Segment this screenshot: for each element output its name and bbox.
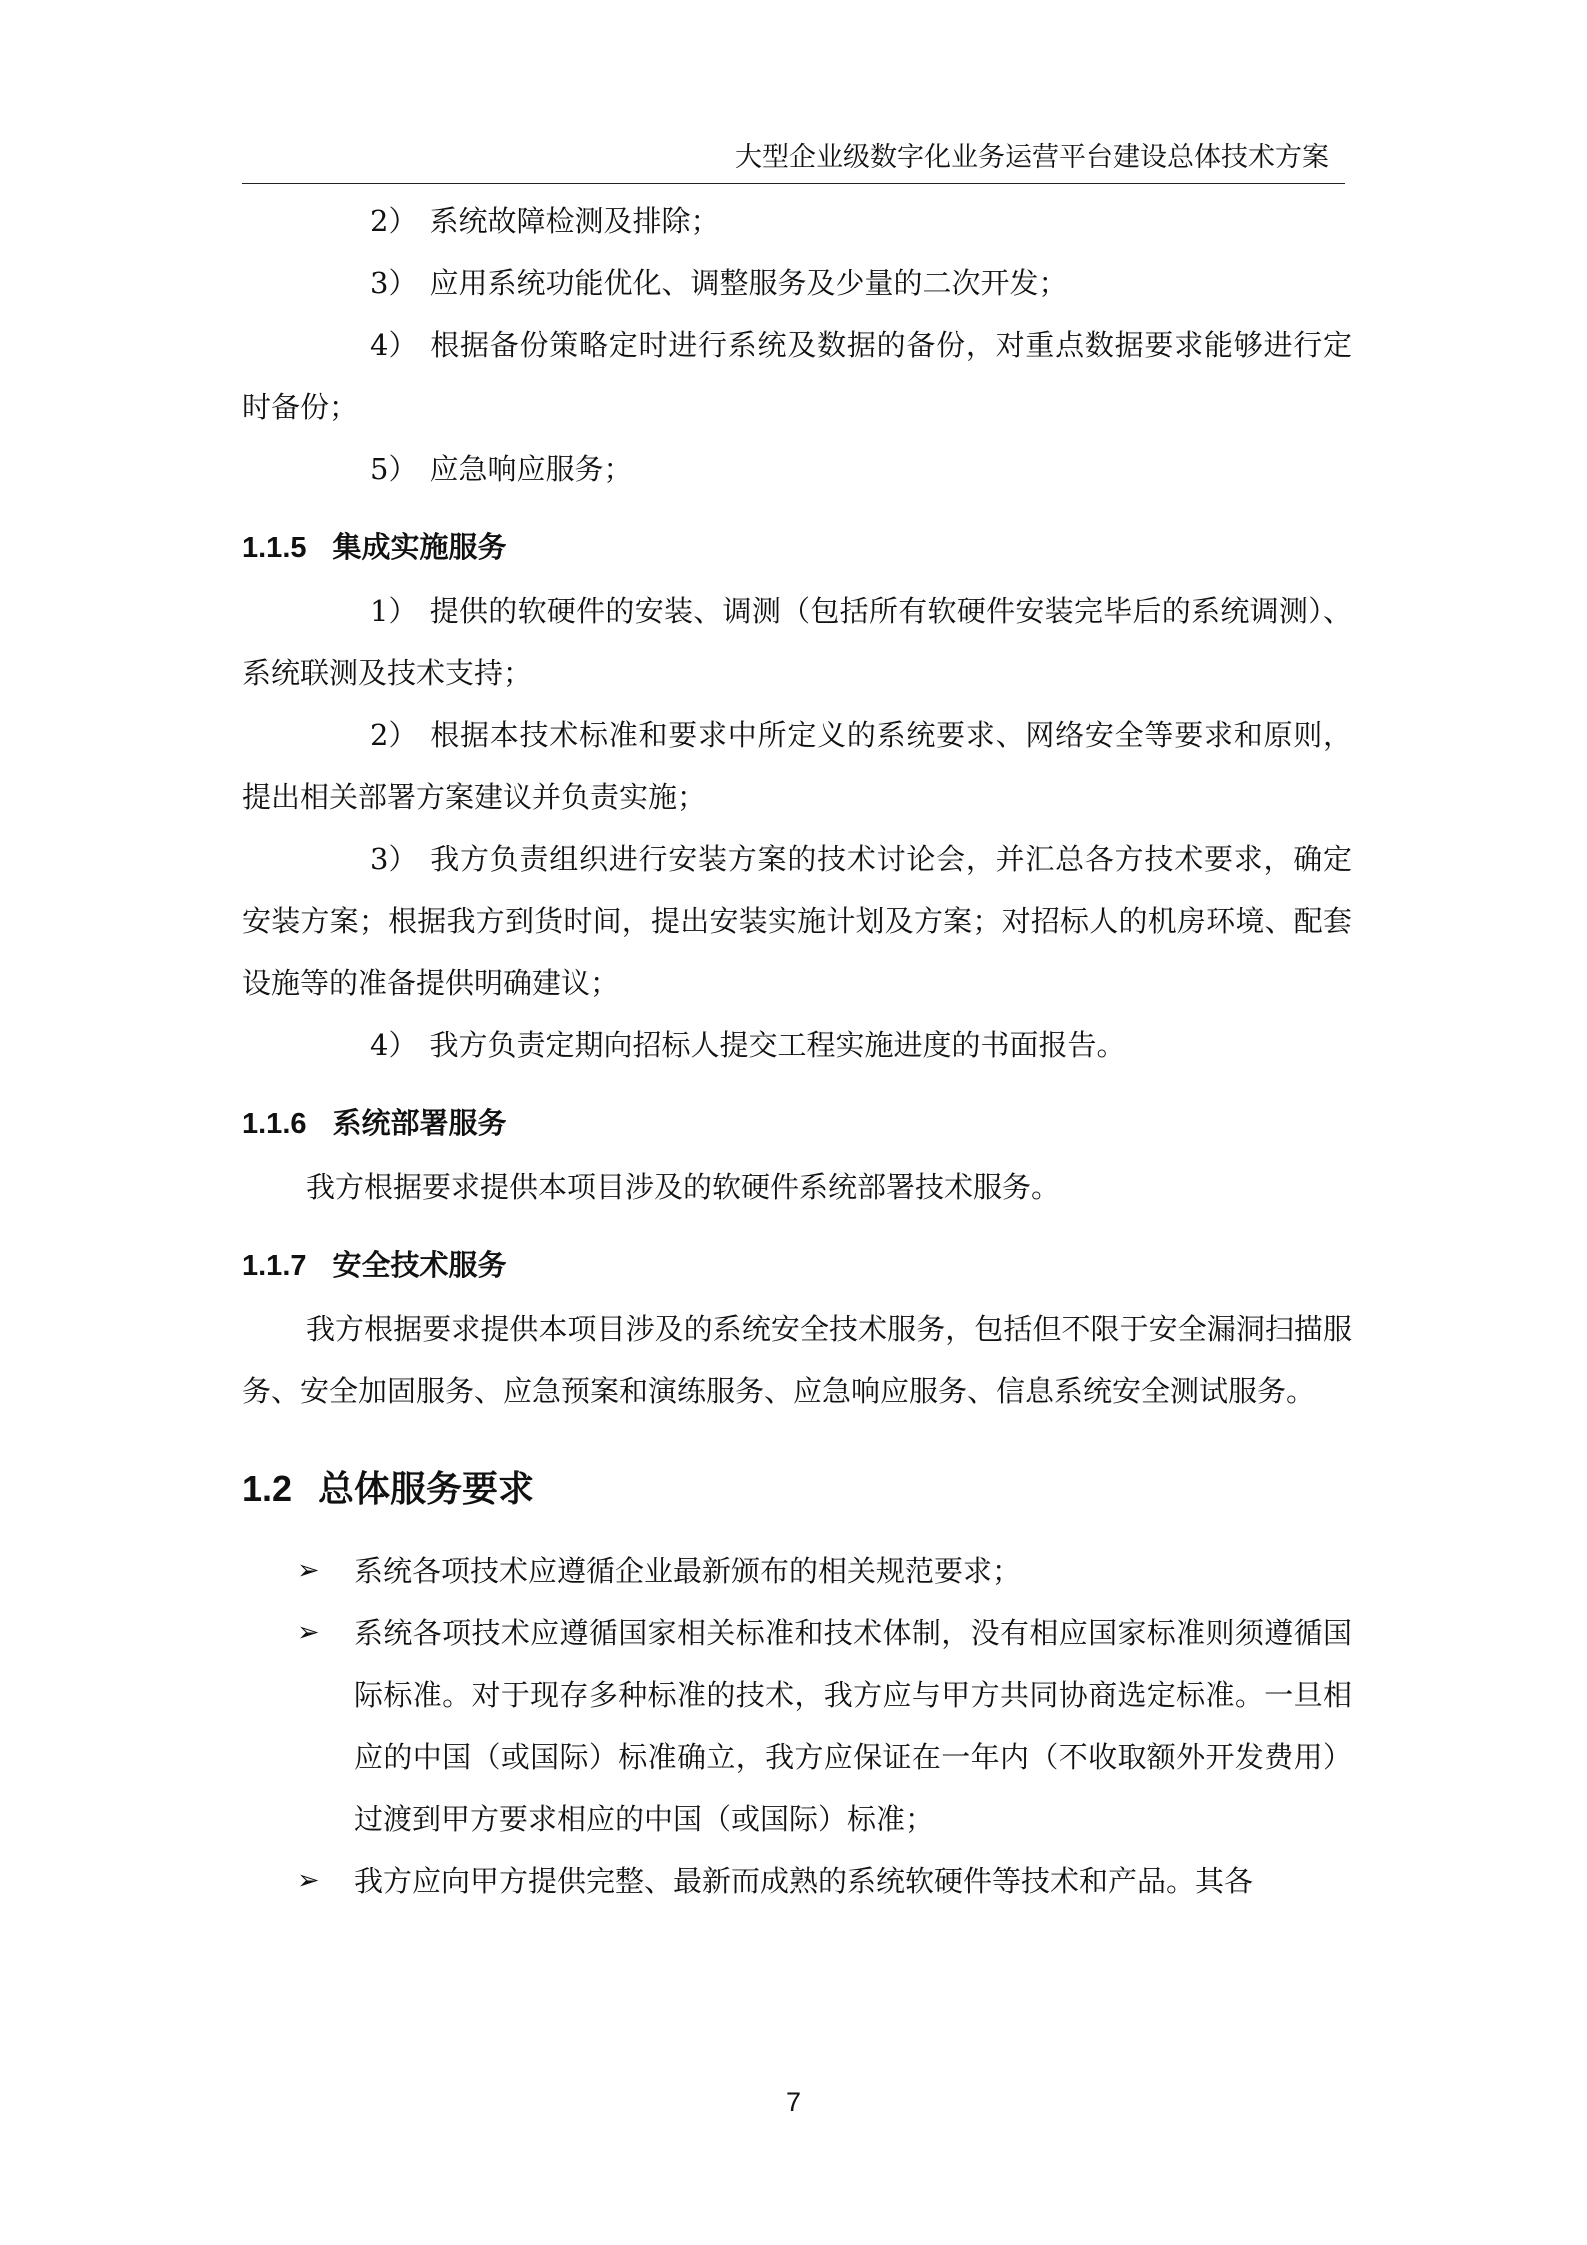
section-1-1-6-paragraph: 我方根据要求提供本项目涉及的软硬件系统部署技术服务。 — [306, 1170, 1061, 1204]
page-content — [242, 190, 1352, 1912]
list-item — [242, 438, 1352, 500]
section-title: 总体服务要求 — [318, 1468, 535, 1509]
list-item — [242, 1850, 1352, 1912]
item-text: 应用系统功能优化、调整服务及少量的二次开发； — [429, 266, 1068, 300]
section-title: 系统部署服务 — [332, 1108, 507, 1140]
section-heading-1-2 — [242, 1464, 1352, 1514]
section-1-1-5-list — [242, 580, 1352, 1076]
item-number: 4） — [370, 1028, 418, 1062]
list-item — [242, 1602, 1352, 1850]
requirements-bullet-list — [242, 1540, 1352, 1912]
item-text: 根据本技术标准和要求中所定义的系统要求、网络安全等要求和原则，提出相关部署方案建议并负责实施； — [242, 718, 1352, 814]
list-item — [242, 580, 1352, 704]
list-item — [242, 828, 1352, 1014]
item-number: 4） — [370, 328, 418, 362]
item-text: 系统各项技术应遵循企业最新颁布的相关规范要求； — [354, 1554, 1022, 1588]
section-number: 1.1.6 — [242, 1108, 307, 1140]
list-item — [242, 190, 1352, 252]
item-text: 根据备份策略定时进行系统及数据的备份，对重点数据要求能够进行定时备份； — [242, 328, 1352, 424]
arrow-bullet-icon: ➢ — [297, 1617, 320, 1648]
intro-list — [242, 190, 1352, 500]
item-number: 2） — [370, 204, 418, 238]
item-number: 1） — [370, 594, 418, 628]
list-item — [242, 314, 1352, 438]
item-number: 3） — [370, 842, 418, 876]
item-text: 我方应向甲方提供完整、最新而成熟的系统软硬件等技术和产品。其各 — [354, 1864, 1254, 1898]
item-text: 提供的软硬件的安装、调测（包括所有软硬件安装完毕后的系统调测）、系统联测及技术支持； — [242, 594, 1352, 690]
arrow-bullet-icon: ➢ — [297, 1555, 320, 1586]
section-heading-1-1-5 — [242, 528, 1352, 568]
section-1-1-7-paragraph: 我方根据要求提供本项目涉及的系统安全技术服务，包括但不限于安全漏洞扫描服务、安全加固服务、应急预案和演练服务、应急响应服务、信息系统安全测试服务。 — [242, 1312, 1352, 1408]
section-heading-1-1-7 — [242, 1246, 1352, 1286]
item-number: 3） — [370, 266, 418, 300]
list-item — [242, 252, 1352, 314]
header-divider — [242, 183, 1345, 184]
section-number: 1.1.7 — [242, 1250, 307, 1282]
section-heading-1-1-6 — [242, 1104, 1352, 1144]
item-text: 我方负责定期向招标人提交工程实施进度的书面报告。 — [429, 1028, 1126, 1062]
list-item — [242, 704, 1352, 828]
arrow-bullet-icon: ➢ — [297, 1865, 320, 1896]
item-number: 5） — [370, 452, 418, 486]
section-number: 1.2 — [242, 1468, 293, 1509]
item-text: 我方负责组织进行安装方案的技术讨论会，并汇总各方技术要求，确定安装方案；根据我方到货时间，提出安装实施计划及方案；对招标人的机房环境、配套设施等的准备提供明确建议； — [242, 842, 1352, 1000]
item-number: 2） — [370, 718, 418, 752]
page-number: 7 — [785, 2087, 802, 2117]
list-item — [242, 1014, 1352, 1076]
page-header-title: 大型企业级数字化业务运营平台建设总体技术方案 — [735, 142, 1329, 173]
section-title: 安全技术服务 — [332, 1250, 507, 1282]
section-title: 集成实施服务 — [332, 532, 507, 564]
item-text: 系统故障检测及排除； — [429, 204, 720, 238]
section-number: 1.1.5 — [242, 532, 307, 564]
item-text: 系统各项技术应遵循国家相关标准和技术体制，没有相应国家标准则须遵循国际标准。对于现存多种标准的技术，我方应与甲方共同协商选定标准。一旦相应的中国（或国际）标准确立，我方应保证在一年内（不收取额外开发费用）过渡到甲方要求相应的中国（或国际）标准； — [354, 1616, 1352, 1836]
item-text: 应急响应服务； — [429, 452, 633, 486]
list-item — [242, 1540, 1352, 1602]
